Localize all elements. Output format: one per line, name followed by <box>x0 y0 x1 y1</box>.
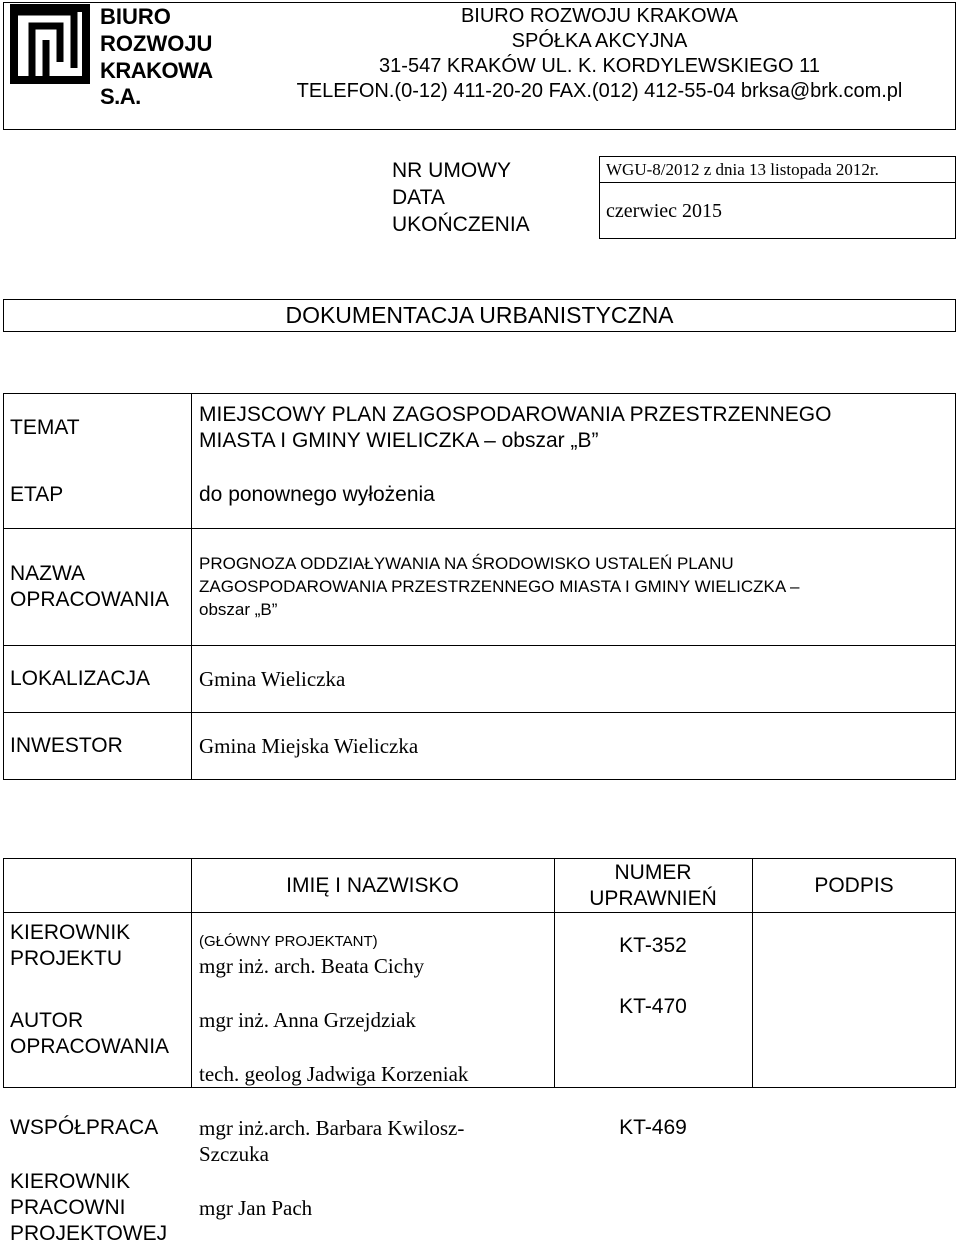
studio-manager-label-1: KIEROWNIK <box>10 1170 131 1193</box>
title-label-line-2: OPRACOWANIA <box>10 588 170 611</box>
title-value-line-1: PROGNOZA ODDZIAŁYWANIA NA ŚRODOWISKO USTALEŃ PLANU <box>199 554 734 573</box>
logo-square-icon <box>10 4 90 84</box>
topic-label: TEMAT <box>10 416 80 439</box>
company-address: 31-547 KRAKÓW UL. K. KORDYLEWSKIEGO 11 <box>379 55 820 77</box>
company-name: BIURO ROZWOJU KRAKOWA <box>460 5 739 27</box>
company-contact: TELEFON.(0-12) 411-20-20 FAX.(012) 412-55-04 brksa@brk.com.pl <box>296 80 903 102</box>
company-info <box>262 4 937 104</box>
topic-value-line-1: MIEJSCOWY PLAN ZAGOSPODAROWANIA PRZESTRZENNEGO <box>199 403 832 426</box>
stage-label: ETAP <box>10 483 64 506</box>
project-manager-label-1: KIEROWNIK <box>10 921 131 944</box>
investor-value: Gmina Miejska Wieliczka <box>199 734 419 758</box>
project-manager-label-2: PROJEKTU <box>10 947 123 970</box>
logo-text-line-1: BIURO <box>100 4 171 29</box>
cooperation-license: KT-469 <box>619 1116 687 1139</box>
company-form: SPÓŁKA AKCYJNA <box>511 30 688 52</box>
title-label-line-1: NAZWA <box>10 562 86 585</box>
chief-designer-note: (GŁÓWNY PROJEKTANT) <box>199 933 378 950</box>
contract-number-value: WGU-8/2012 z dnia 13 listopada 2012r. <box>606 160 879 179</box>
title-value-line-3: obszar „B” <box>199 600 278 619</box>
topic-value-line-2: MIASTA I GMINY WIELICZKA – obszar „B” <box>199 429 599 452</box>
author-license: KT-470 <box>619 995 687 1018</box>
cooperation-name-line-2: Szczuka <box>199 1142 269 1166</box>
author-name-1: mgr inż. Anna Grzejdziak <box>199 1008 416 1032</box>
studio-manager-name: mgr Jan Pach <box>199 1196 313 1220</box>
project-manager-name: mgr inż. arch. Beata Cichy <box>199 954 425 978</box>
investor-label: INWESTOR <box>10 734 123 757</box>
header-license-line-2: UPRAWNIEŃ <box>589 887 717 910</box>
logo-text-line-3: KRAKOWA S.A. <box>100 58 212 109</box>
logo-text-line-2: ROZWOJU <box>100 31 213 56</box>
project-manager-license: KT-352 <box>619 934 687 957</box>
stage-value: do ponownego wyłożenia <box>199 483 435 506</box>
header-license-line-1: NUMER <box>614 861 692 884</box>
completion-date-value: czerwiec 2015 <box>606 200 723 222</box>
header-name: IMIĘ I NAZWISKO <box>286 874 459 897</box>
title-value-line-2: ZAGOSPODAROWANIA PRZESTRZENNEGO MIASTA I GMINY WIELICZKA – <box>199 577 800 596</box>
company-logo <box>10 4 232 109</box>
author-label-2: OPRACOWANIA <box>10 1035 170 1058</box>
header-signature: PODPIS <box>814 874 894 897</box>
completion-date-label-1: DATA <box>392 186 445 209</box>
location-label: LOKALIZACJA <box>10 667 151 690</box>
doc-type-title: DOKUMENTACJA URBANISTYCZNA <box>285 302 674 328</box>
author-name-2: tech. geolog Jadwiga Korzeniak <box>199 1062 469 1086</box>
cooperation-label: WSPÓŁPRACA <box>10 1116 159 1139</box>
cooperation-name-line-1: mgr inż.arch. Barbara Kwilosz- <box>199 1116 465 1140</box>
contract-number-label: NR UMOWY <box>392 159 511 182</box>
studio-manager-label-2: PRACOWNI <box>10 1196 126 1219</box>
completion-date-label-2: UKOŃCZENIA <box>392 213 530 236</box>
studio-manager-label-3: PROJEKTOWEJ <box>10 1222 168 1245</box>
author-label-1: AUTOR <box>10 1009 84 1032</box>
location-value: Gmina Wieliczka <box>199 667 346 691</box>
